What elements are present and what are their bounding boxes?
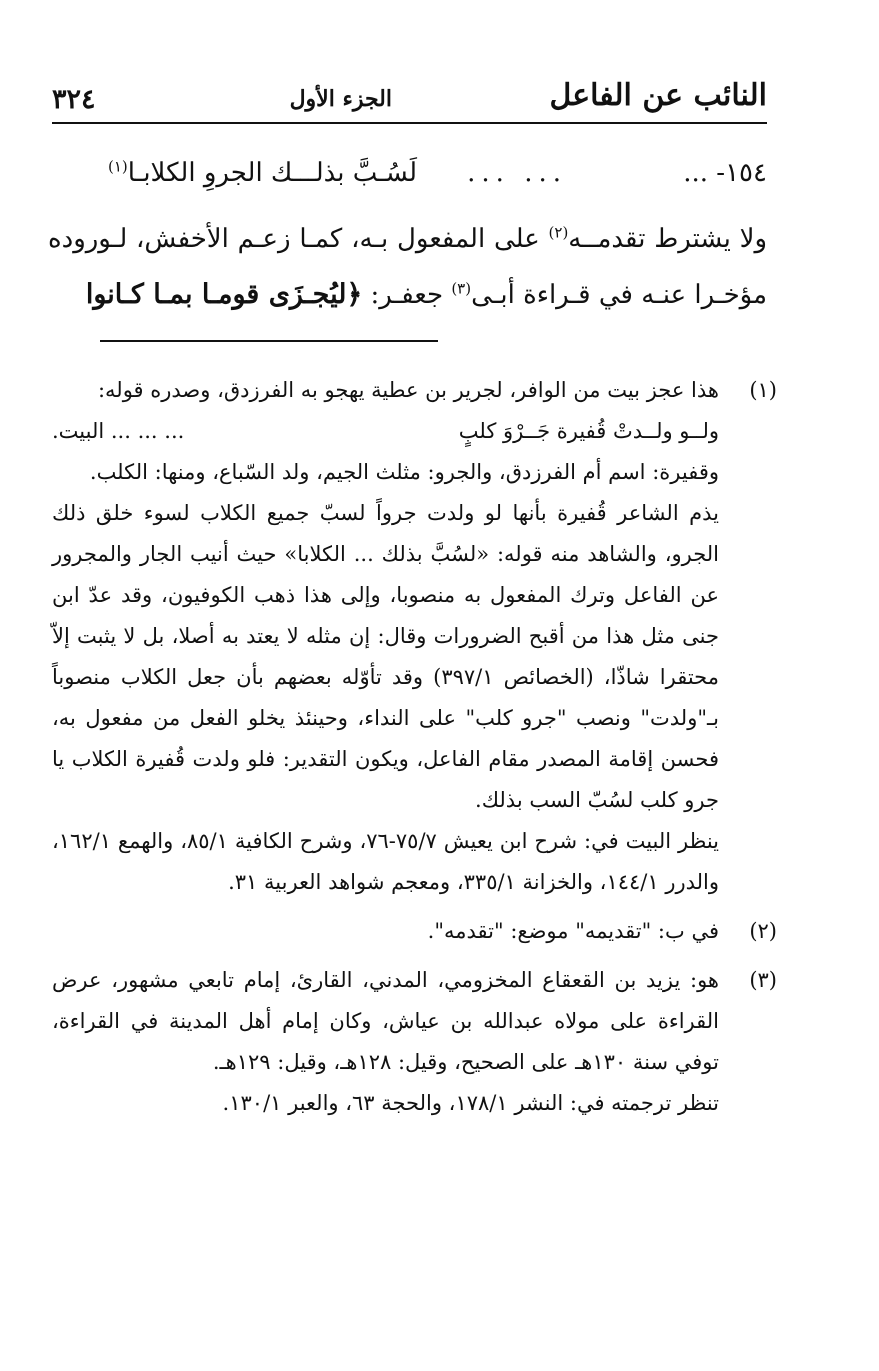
footnote-2	[52, 911, 777, 952]
footnote-divider	[100, 340, 438, 342]
footnote-number: (٣)	[749, 968, 777, 992]
page-number: ٣٢٤	[52, 84, 96, 115]
footnote-paragraph: ينظر البيت في: شرح ابن يعيش ٧٥/٧-٧٦، وشرح الكافية ٨٥/١، والهمع ١٦٢/١، والدرر ١٤٤/١، والخزانة ٣٣٥/١، ومعجم شواهد العربية ٣١.	[52, 829, 720, 894]
verse-first-half: ولــو ولــدتْ قُفيرة جَــرْوَ كلبٍ	[458, 419, 719, 443]
para-part-2: على المفعول بـه، كمـا زعـم الأخفش، لـوروده مؤخـرا عنـه في قـراءة أبـى	[48, 224, 767, 310]
footnote-intro: هذا عجز بيت من الوافر، لجرير بن عطية يهجو به الفرزدق، وصدره قوله:	[97, 378, 719, 402]
footnote-paragraph: تنظر ترجمته في: النشر ١٧٨/١، والحجة ٦٣، والعبر ١٣٠/١.	[222, 1091, 719, 1115]
footnote-ref-1: (١)	[108, 157, 128, 176]
verse-text	[108, 158, 417, 188]
footnote-paragraph: يذم الشاعر قُفيرة بأنها لو ولدت جرواً لسبّ جميع الكلاب لسوء خلق ذلك الجرو، والشاهد منه قوله: «لسُبَّ بذلك ... الكلابا» حيث أنيب الجار والمجرور عن الفاعل وترك المفعول به منصوبا، وإلى هذا ذهب الكوفيون، وقد عدّ ابن جنى مثل هذا من أقبح الضرورات وقال: إن مثله لا يعتد به أصلا، بل لا يثبت إلاّ محتقرا شاذّا، (الخصائص ٣٩٧/١) وقد تأوّله بعضهم بأن جعل الكلاب منصوباً بـ"ولدت" ونصب "جرو كلب" على النداء، وحينئذ يخلو الفعل من مفعول به، فحسن إقامة المصدر مقام الفاعل، ويكون التقدير: فلو ولدت قُفيرة الكلاب يا جرو كلب لسُبّ السب بذلك.	[52, 501, 719, 812]
main-text	[48, 150, 767, 323]
page-header	[52, 78, 767, 124]
footnote-paragraph: هو: يزيد بن القعقاع المخزومي، المدني، القارئ، إمام تابعي مشهور، عرض القراءة على مولاه عبدالله بن عياش، وكان إمام أهل المدينة في القراءة، توفي سنة ١٣٠هـ على الصحيح، وقيل: ١٢٨هـ، وقيل: ١٢٩هـ.	[52, 968, 719, 1074]
footnote-number: (٢)	[749, 919, 777, 943]
verse-number: ١٥٤- ...	[683, 158, 767, 188]
footnote-number: (١)	[749, 378, 777, 402]
verse-second-half: ... ... ... البيت.	[52, 419, 185, 443]
verse-words: لَسُـبَّ بذلـــك الجروِ الكلابـا	[127, 158, 418, 188]
main-paragraph	[48, 212, 767, 323]
verse-ellipsis: ... ...	[467, 158, 567, 188]
footnote-paragraph: وقفيرة: اسم أم الفرزدق، والجرو: مثلث الجيم، ولد السّباع، ومنها: الكلب.	[89, 460, 719, 484]
poetry-verse	[48, 150, 767, 198]
volume-label: الجزء الأول	[289, 86, 392, 112]
footnote-3	[52, 960, 777, 1124]
footnotes	[52, 370, 777, 1124]
footnote-ref-2: (٢)	[548, 223, 569, 242]
footnote-ref-3: (٣)	[451, 279, 472, 298]
chapter-title: النائب عن الفاعل	[549, 78, 767, 113]
footnote-paragraph: في ب: "تقديمه" موضع: "تقدمه".	[427, 919, 719, 943]
para-part-3: جعفـر:	[362, 280, 452, 310]
footnote-verse	[52, 411, 719, 452]
footnote-1	[52, 370, 777, 903]
quran-quote: ﴿ليُجـزَى قومـا بمـا كـانوا	[85, 279, 363, 310]
para-part-1: ولا يشترط تقدمــه	[568, 224, 767, 254]
